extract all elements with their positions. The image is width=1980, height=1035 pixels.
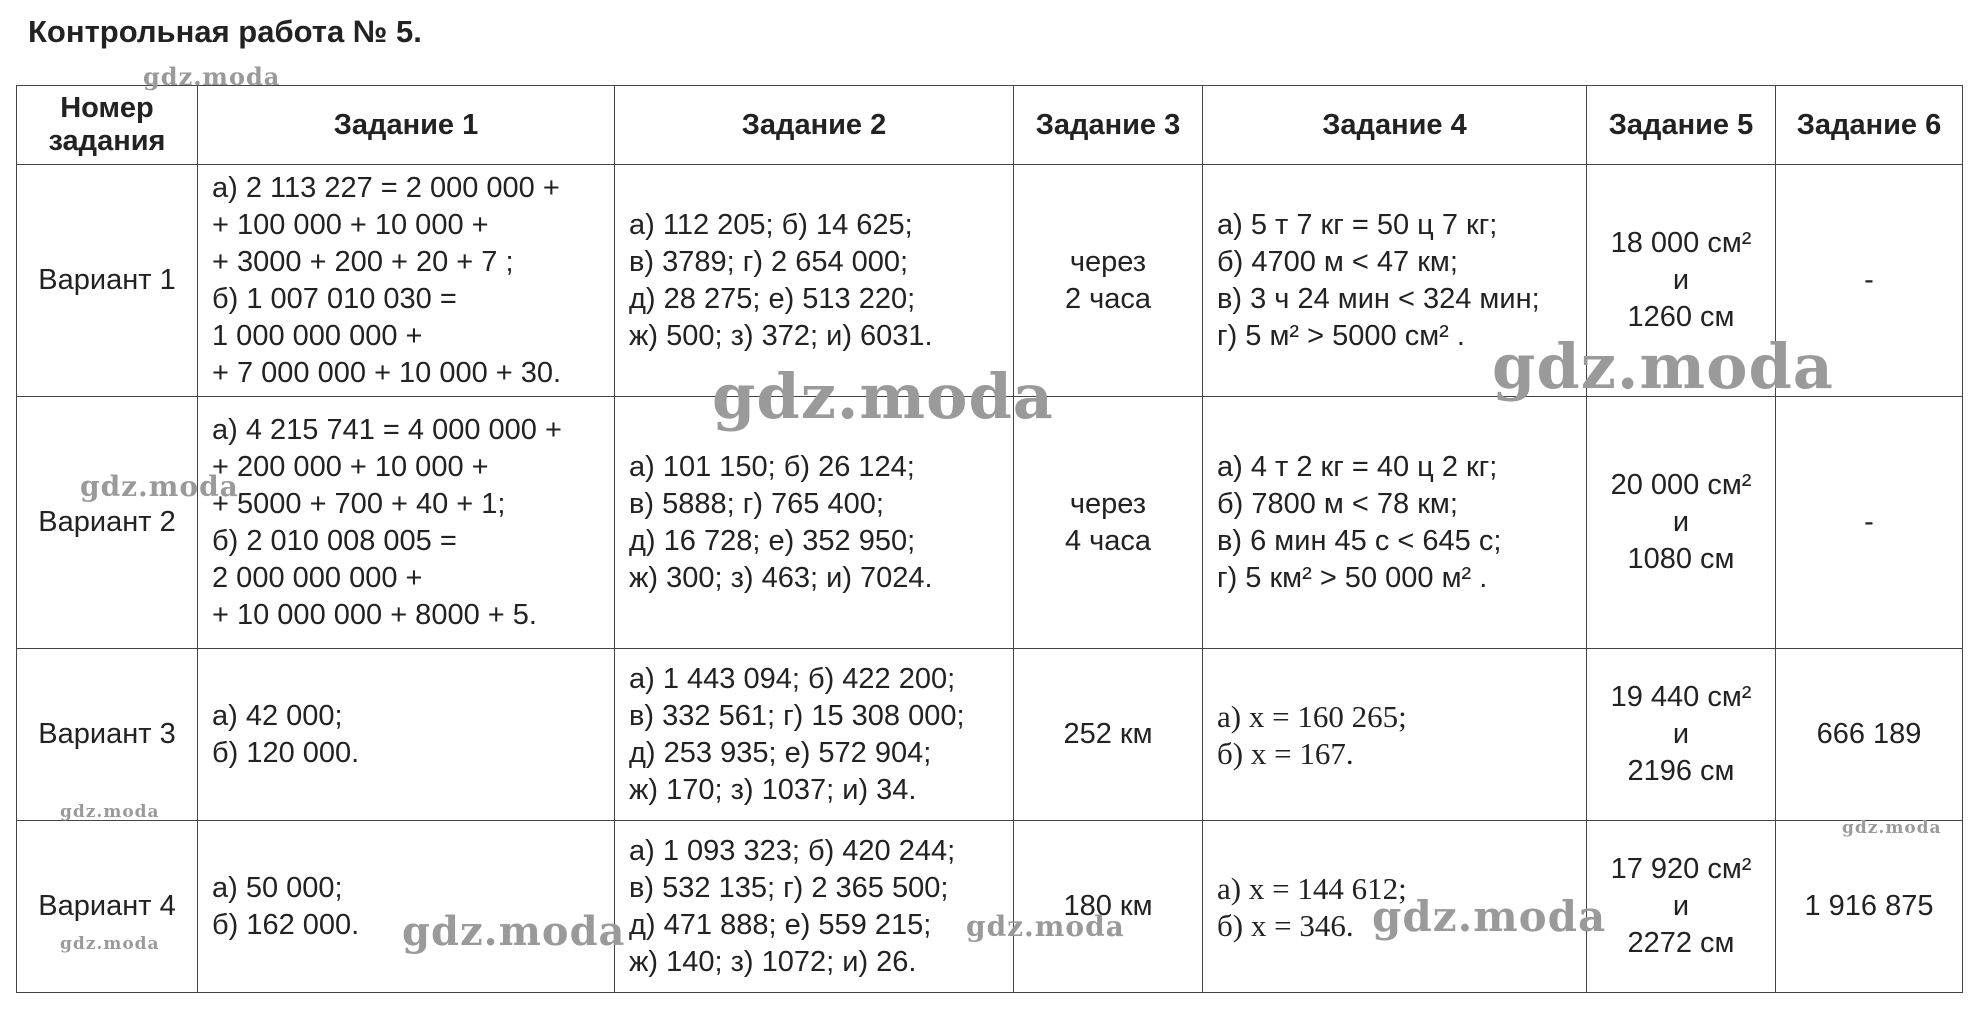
watermark: gdz.moda [1372,892,1607,941]
cell-line: а) 5 т 7 кг = 50 ц 7 кг; [1217,208,1498,241]
cell-line: 1080 см [1627,543,1735,575]
cell-line: 1 916 875 [1804,890,1934,922]
cell-line: ж) 300; з) 463; и) 7024. [629,561,933,594]
cell-line: 19 440 см² [1610,681,1752,713]
cell-line: 1260 см [1627,301,1735,333]
header-task-1: Задание 1 [198,86,615,165]
header-task-2: Задание 2 [615,86,1014,165]
cell-line: 2 000 000 000 + [212,561,423,594]
task-1-cell [198,397,615,649]
cell-line: а) 1 443 094; б) 422 200; [629,662,956,695]
cell-line: б) 1 007 010 030 = [212,282,457,315]
task-2-cell [615,649,1014,821]
page-title: Контрольная работа № 5. [28,14,422,49]
task-2-cell [615,397,1014,649]
variant-label: Вариант 1 [17,165,198,397]
task-3-cell [1014,397,1203,649]
watermark: gdz.moda [143,62,281,91]
cell-line: + 7 000 000 + 10 000 + 30. [212,356,562,389]
task-6-cell [1776,649,1963,821]
cell-line: 2272 см [1627,927,1735,959]
cell-line: 18 000 см² [1610,227,1752,259]
cell-line: г) 5 км² > 50 000 м² . [1217,561,1488,594]
task-1-cell [198,165,615,397]
cell-line: 1 000 000 000 + [212,319,423,352]
cell-line: а) 1 093 323; б) 420 244; [629,834,956,867]
cell-line: ж) 140; з) 1072; и) 26. [629,945,917,978]
watermark: gdz.moda [60,934,160,954]
cell-line: д) 28 275; е) 513 220; [629,282,916,315]
table-row [17,397,1963,649]
watermark: gdz.moda [60,802,160,822]
task-3-cell [1014,821,1203,993]
task-3-cell [1014,649,1203,821]
cell-line: б) 4700 м < 47 км; [1217,245,1458,278]
watermark: gdz.moda [80,470,239,503]
header-task-3: Задание 3 [1014,86,1203,165]
watermark: gdz.moda [1492,330,1834,403]
cell-line: в) 3789; г) 2 654 000; [629,245,909,278]
cell-line: 20 000 см² [1610,469,1752,501]
cell-line: а) 42 000; [212,699,343,732]
cell-line: б) 2 010 008 005 = [212,524,457,557]
cell-line: 180 км [1063,890,1153,922]
cell-line: - [1864,506,1874,538]
task-1-cell [198,821,615,993]
cell-line: 2 часа [1064,282,1152,315]
cell-line: в) 332 561; г) 15 308 000; [629,699,965,732]
cell-line: а) 112 205; б) 14 625; [629,208,913,241]
cell-line: 17 920 см² [1610,853,1752,885]
cell-line: а) 4 215 741 = 4 000 000 + [212,413,562,446]
variant-label: Вариант 2 [17,397,198,649]
cell-line: а) 50 000; [212,871,343,904]
cell-line: через [1069,487,1147,520]
cell-line: в) 6 мин 45 с < 645 с; [1217,524,1502,557]
cell-line: через [1069,245,1147,278]
task-1-cell [198,649,615,821]
cell-line: и [1672,506,1690,538]
table-row [17,821,1963,993]
cell-line: - [1864,264,1874,296]
cell-line: б) 120 000. [212,736,360,769]
variant-label: Вариант 3 [17,649,198,821]
cell-line: г) 5 м² > 5000 см² . [1217,319,1465,352]
cell-line: и [1672,890,1690,922]
cell-line: д) 16 728; е) 352 950; [629,524,916,557]
cell-line: д) 253 935; е) 572 904; [629,736,932,769]
cell-line: а) x = 160 265; [1217,698,1407,734]
task-6-cell [1776,821,1963,993]
cell-line: и [1672,718,1690,750]
cell-line: а) 4 т 2 кг = 40 ц 2 кг; [1217,450,1498,483]
cell-line: + 10 000 000 + 8000 + 5. [212,598,537,631]
cell-line: б) 162 000. [212,908,360,941]
answers-table [16,85,1963,993]
task-5-cell [1587,397,1776,649]
cell-line: и [1672,264,1690,296]
task-5-cell [1587,649,1776,821]
cell-line: 666 189 [1816,718,1922,750]
cell-line: ж) 170; з) 1037; и) 34. [629,773,917,806]
cell-line: б) 7800 м < 78 км; [1217,487,1458,520]
cell-line: ж) 500; з) 372; и) 6031. [629,319,933,352]
watermark: gdz.moda [1842,818,1942,838]
cell-line: д) 471 888; е) 559 215; [629,908,932,941]
cell-line: + 200 000 + 10 000 + [212,450,489,483]
cell-line: 4 часа [1064,524,1152,557]
cell-line: б) x = 346. [1217,907,1354,943]
task-2-cell [615,821,1014,993]
cell-line: 252 км [1063,718,1153,750]
cell-line: в) 3 ч 24 мин < 324 мин; [1217,282,1540,315]
task-4-cell [1203,649,1587,821]
header-number: Номер задания [17,86,198,165]
cell-line: а) 101 150; б) 26 124; [629,450,915,483]
task-5-cell [1587,821,1776,993]
watermark: gdz.moda [712,360,1054,433]
task-4-cell [1203,397,1587,649]
cell-line: в) 532 135; г) 2 365 500; [629,871,949,904]
header-task-4: Задание 4 [1203,86,1587,165]
cell-line: а) x = 144 612; [1217,870,1407,906]
cell-line: б) x = 167. [1217,735,1354,771]
variant-label: Вариант 4 [17,821,198,993]
watermark: gdz.moda [966,910,1125,943]
cell-line: + 3000 + 200 + 20 + 7 ; [212,245,514,278]
task-6-cell [1776,397,1963,649]
cell-line: + 100 000 + 10 000 + [212,208,489,241]
header-task-5: Задание 5 [1587,86,1776,165]
cell-line: а) 2 113 227 = 2 000 000 + [212,171,560,204]
watermark: gdz.moda [402,908,626,955]
header-row [17,86,1963,165]
cell-line: в) 5888; г) 765 400; [629,487,884,520]
cell-line: 2196 см [1627,755,1735,787]
cell-line: + 5000 + 700 + 40 + 1; [212,487,506,520]
header-task-6: Задание 6 [1776,86,1963,165]
table-row [17,649,1963,821]
